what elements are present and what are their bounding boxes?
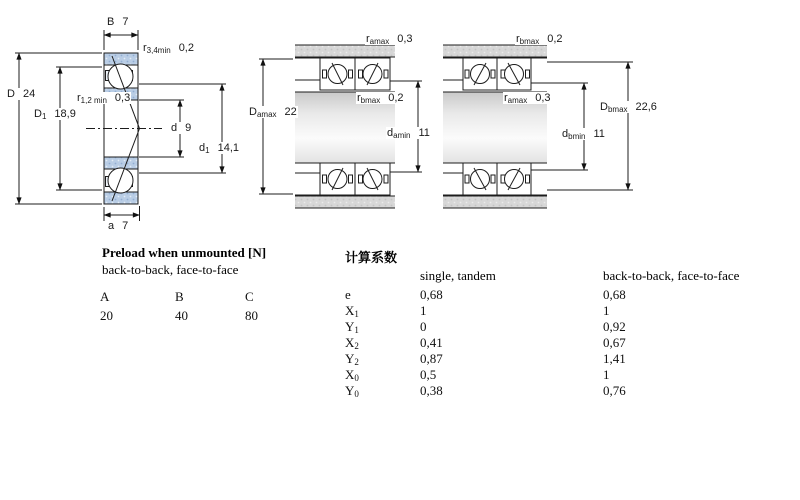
preload-value-b: 40 [175, 308, 188, 323]
preload-header-row [100, 289, 315, 305]
factors-rows [345, 287, 626, 399]
dim-label-Dbmax: $D_{bmax}$ 22,6 [600, 101, 657, 114]
factors-col2-header: back-to-back, face-to-face [603, 268, 740, 283]
dim-label-a: a 7 [108, 220, 129, 232]
dim-label-B: B 7 [107, 16, 129, 28]
dim-label-r12min: $r_{1,2 min}$ 0,3 [77, 92, 131, 105]
factor-row: $X_1$ 1 1 [345, 303, 610, 319]
factors-title: 计算系数 [345, 250, 398, 265]
preload-col-a: A [100, 289, 110, 304]
factor-row: $X_2$ 0,41 0,67 [345, 335, 626, 351]
dim-label-Damax: $D_{amax}$ 22 [249, 106, 297, 119]
preload-value-a: 20 [100, 308, 113, 323]
factor-row: $Y_1$ 0 0,92 [345, 319, 626, 335]
factor-row: e 0,68 0,68 [345, 287, 626, 302]
preload-col-b: B [175, 289, 184, 304]
factor-row: $Y_2$ 0,87 1,41 [345, 351, 626, 367]
dim-label-d1: $d_1$ 14,1 [199, 142, 239, 155]
factors-col1-header: single, tandem [420, 268, 496, 283]
dim-label-damin: $d_{amin}$ 11 [387, 127, 430, 140]
dim-label-rbmax-middle: $r_{bmax}$ 0,2 [357, 92, 404, 105]
preload-col-c: C [245, 289, 254, 304]
dim-label-rbmax-right: $r_{bmax}$ 0,2 [516, 33, 563, 46]
preload-subtitle: back-to-back, face-to-face [102, 262, 239, 277]
dim-label-D1: $D_1$ 18,9 [34, 108, 76, 121]
bearing-cross-section-drawing [15, 30, 226, 221]
preload-title: Preload when unmounted [N] [102, 245, 267, 260]
dim-label-dbmin: $d_{bmin}$ 11 [562, 128, 605, 141]
dim-label-ramax-right: $r_{amax}$ 0,3 [504, 92, 551, 105]
face-to-face-arrangement-drawing [443, 45, 633, 208]
preload-value-row [100, 308, 315, 324]
preload-value-c: 80 [245, 308, 258, 323]
dim-label-d: d 9 [171, 122, 192, 134]
factor-row: $X_0$ 0,5 1 [345, 367, 610, 383]
factor-row: $Y_0$ 0,38 0,76 [345, 383, 626, 399]
dim-label-D: D 24 [7, 88, 36, 100]
dim-label-ramax-middle: $r_{amax}$ 0,3 [366, 33, 413, 46]
dim-label-r34min: $r_{3,4min}$ 0,2 [143, 42, 194, 55]
